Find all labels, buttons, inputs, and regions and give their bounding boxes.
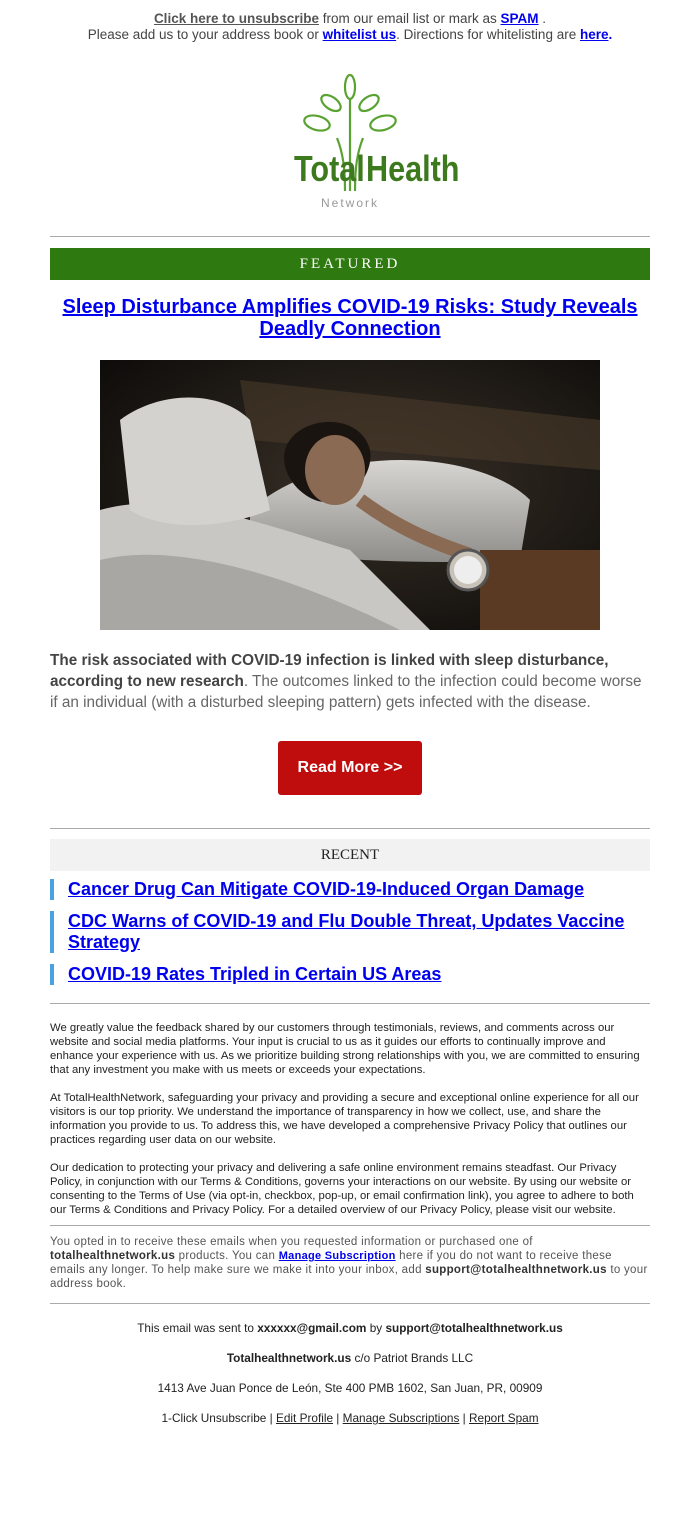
optin-notice: You opted in to receive these emails when you requested information or purchased one of totalhealthnetwork.us products. You can Manage Subscription here if you do not want to receive these emails any longer. To help make sure we make it into your inbox, add support@totalhealthnetwork.us to your address book. (50, 1236, 648, 1290)
total-health-logo[interactable] (265, 73, 460, 223)
divider (50, 1303, 650, 1304)
spam-link[interactable]: SPAM (500, 11, 539, 26)
logo-word-health: Health (366, 149, 460, 190)
one-click-unsubscribe[interactable]: 1-Click Unsubscribe (161, 1411, 267, 1425)
logo-tagline: Network (320, 196, 380, 210)
report-spam-link[interactable]: Report Spam (469, 1411, 539, 1425)
postal-address: 1413 Ave Juan Ponce de León, Ste 400 PMB 1602, San Juan, PR, 00909 (157, 1381, 543, 1395)
divider (50, 1003, 650, 1004)
featured-headline (50, 296, 650, 340)
read-more-button[interactable]: Read More >> (278, 741, 422, 795)
divider (50, 828, 650, 829)
list-item (50, 879, 650, 900)
divider (50, 1225, 650, 1226)
recent-articles-list (50, 879, 650, 985)
featured-article-link[interactable]: Sleep Disturbance Amplifies COVID-19 Risks: Study Reveals Deadly Connection (62, 296, 638, 340)
list-item (50, 911, 650, 953)
whitelist-link[interactable]: whitelist us (322, 27, 397, 42)
list-item (50, 964, 650, 985)
footer (50, 1321, 650, 1425)
legal-paragraph: Our dedication to protecting your privacy and delivering a safe online environment remains steadfast. Our Privacy Policy, in conjunction with our Terms & Conditions, governs your interactions on our website. By using our website or consenting to the Terms of Use (via opt-in, checkbox, pop-up, or email confirmation link), you agree to adhere to both our Terms & Conditions and Privacy Policy. For a detailed overview of our Privacy Policy, please visit our website. (50, 1162, 634, 1216)
footer-links: 1-Click Unsubscribe | Edit Profile | Manage Subscriptions | Report Spam (161, 1411, 539, 1425)
featured-article-image[interactable] (100, 360, 600, 630)
manage-subscriptions-link[interactable]: Manage Subscriptions (342, 1411, 460, 1425)
featured-summary: The risk associated with COVID-19 infection is linked with sleep disturbance, according to new research. The outcomes linked to the infection could become worse if an individual (with a disturbed sleeping pattern) gets infected with the disease. (50, 652, 642, 711)
email-container (50, 0, 650, 1425)
sent-to-line: This email was sent to xxxxxx@gmail.com by support@totalhealthnetwork.us (137, 1321, 563, 1335)
recent-section-header: RECENT (50, 839, 650, 871)
recent-article-link[interactable]: Cancer Drug Can Mitigate COVID-19-Induced Organ Damage (68, 879, 585, 899)
preheader: Click here to unsubscribe from our email list or mark as SPAM . Please add us to your address book or whitelist us. Directions for whitelisting are here. (87, 11, 613, 42)
company-line: Totalhealthnetwork.us c/o Patriot Brands LLC (226, 1351, 474, 1365)
edit-profile-link[interactable]: Edit Profile (275, 1411, 334, 1425)
legal-text (50, 1021, 650, 1217)
whitelist-directions-link[interactable]: here (579, 27, 609, 42)
recent-article-link[interactable]: CDC Warns of COVID-19 and Flu Double Threat, Updates Vaccine Strategy (68, 911, 625, 952)
recent-article-link[interactable]: COVID-19 Rates Tripled in Certain US Areas (68, 964, 442, 984)
legal-paragraph: At TotalHealthNetwork, safeguarding your privacy and providing a secure and exceptional online experience for all our visitors is our top priority. We understand the importance of transparency in how we collect, use, and share the information you provide to us. To address this, we have developed a comprehensive Privacy Policy that outlines our practices regarding user data on our website. (50, 1092, 639, 1146)
unsubscribe-link[interactable]: Click here to unsubscribe (153, 11, 319, 26)
featured-section-header: FEATURED (50, 248, 650, 280)
legal-paragraph: We greatly value the feedback shared by our customers through testimonials, reviews, and comments across our website and social media platforms. Your input is crucial to us as it guides our efforts to continually improve and enhance your experience with us. As we prioritize building strong relationships with you, we are committed to ensuring that any investment you make with us meets or exceeds your expectations. (50, 1022, 640, 1076)
manage-subscription-link[interactable]: Manage Subscription (278, 1250, 396, 1262)
divider (50, 236, 650, 237)
logo-word-total: Total (294, 149, 365, 190)
